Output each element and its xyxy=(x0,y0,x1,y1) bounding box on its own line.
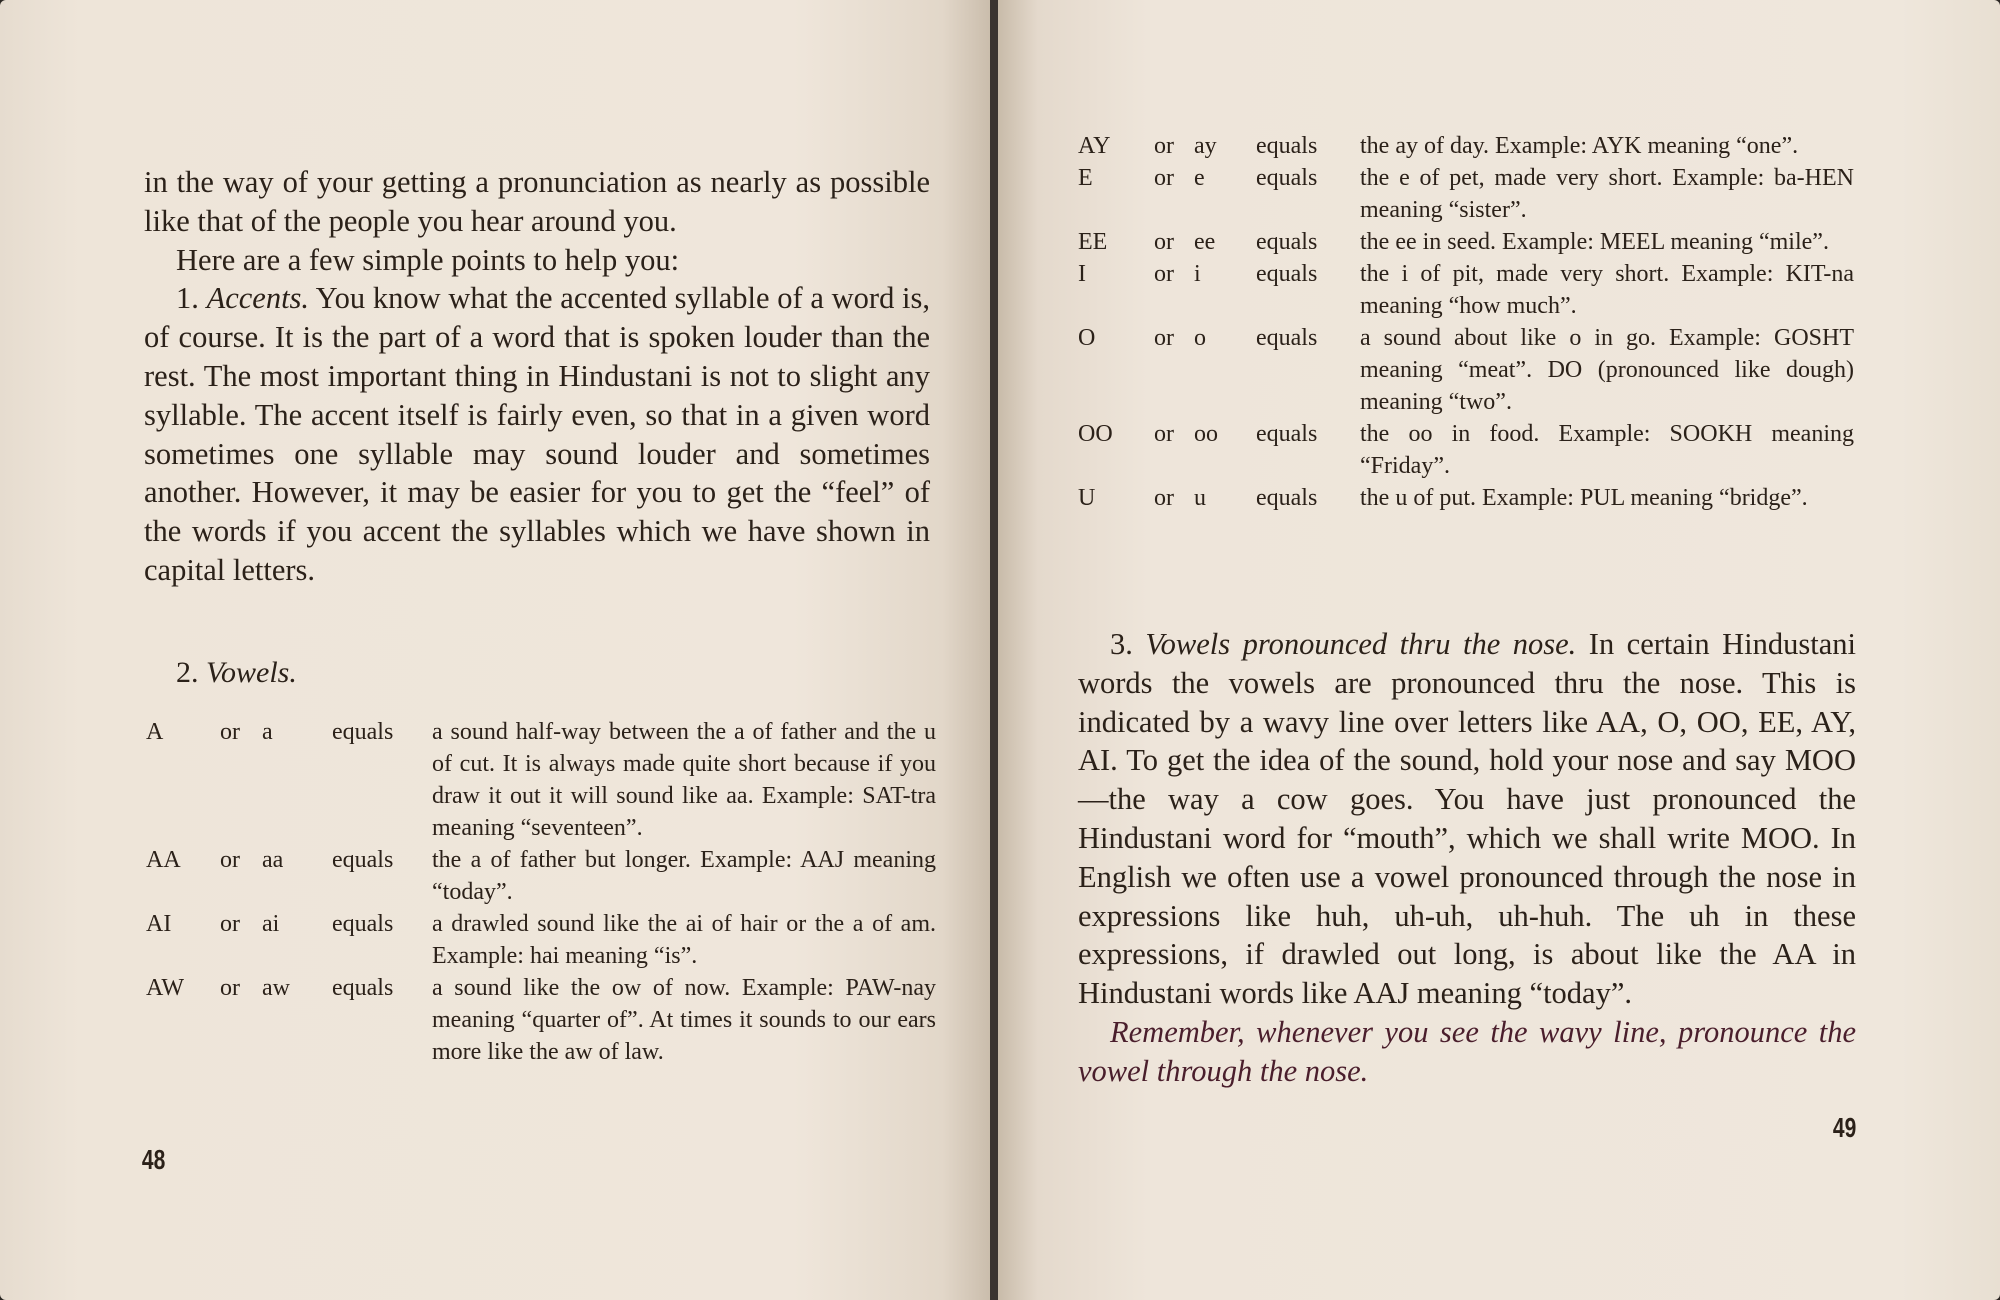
vowel-upper: AI xyxy=(146,911,172,937)
nasal-text: In certain Hindustani words the vowels are pronounced thru the nose. This is indicated by a wavy line over letters like AA, O, OO, EE, AY, AI. To get the idea of the sound, hold your nose and say MOO—the way a cow goes. You have just pronounced the Hindustani word for “mouth”, which we shall write MOO. In English we often use a vowel pronounced through the nose in expressions like huh, uh-uh, uh-huh. The uh in these expressions, if drawled out long, is about like the AA in Hindustani words like AAJ meaning “today”. xyxy=(1078,627,1856,1011)
vowel-row xyxy=(1078,482,1854,514)
vowel-row xyxy=(146,972,936,1068)
vowel-lower: ay xyxy=(1194,133,1217,159)
vowel-row xyxy=(1078,258,1854,322)
vowel-row xyxy=(146,844,936,908)
vowel-lower: o xyxy=(1194,325,1206,351)
accents-paragraph xyxy=(144,279,930,589)
accents-text: You know what the accented syllable of a word is, of course. It is the part of a word that is spoken louder than the rest. The most important thing in Hindustani is not to slight any syllable. The accent itself is fairly even, so that in a given word sometimes one syllable may sound louder and sometimes another. However, it may be easier for you to get the “feel” of the words if you accent the syllables which we have shown in capital letters. xyxy=(144,281,931,587)
vowel-lower: oo xyxy=(1194,421,1218,447)
vowel-definition: the ee in seed. Example: MEEL meaning “mile”. xyxy=(1360,229,1829,255)
nasal-number: 3. xyxy=(1110,627,1133,661)
vowel-lower: ai xyxy=(262,911,280,937)
vowels-section-heading xyxy=(176,656,297,690)
vowel-or: or xyxy=(220,911,240,937)
vowel-or: or xyxy=(220,975,240,1001)
vowel-definition: the ay of day. Example: AYK meaning “one”. xyxy=(1360,133,1799,159)
vowel-upper: E xyxy=(1078,165,1093,191)
vowel-definition: the a of father but longer. Example: AAJ meaning “today”. xyxy=(432,847,936,905)
vowel-lower: aa xyxy=(262,847,284,873)
page-number-left: 48 xyxy=(141,1144,166,1175)
vowel-definition: the oo in food. Example: SOOKH meaning “Friday”. xyxy=(1360,421,1854,479)
vowel-upper: AW xyxy=(146,975,185,1001)
vowel-upper: EE xyxy=(1078,229,1108,255)
vowel-definition: the u of put. Example: PUL meaning “bridge”. xyxy=(1360,485,1808,511)
vowel-equals: equals xyxy=(1256,325,1318,351)
vowel-equals: equals xyxy=(1256,485,1318,511)
right-page xyxy=(998,0,2000,1300)
intro-paragraph: in the way of your getting a pronunciation as nearly as possible like that of the people you hear around you. xyxy=(144,165,930,238)
intro-points-line: Here are a few simple points to help you: xyxy=(176,242,680,277)
vowel-lower: a xyxy=(262,719,273,745)
vowel-equals: equals xyxy=(1256,421,1318,447)
vowel-lower: i xyxy=(1194,261,1201,287)
vowel-equals: equals xyxy=(1256,229,1318,255)
vowel-upper: OO xyxy=(1078,421,1113,447)
accents-number: 1. xyxy=(176,281,199,316)
vowel-row xyxy=(146,908,936,972)
vowel-definition: the e of pet, made very short. Example: ba-HEN meaning “sister”. xyxy=(1360,165,1854,223)
vowel-upper: U xyxy=(1078,485,1096,511)
vowel-upper: O xyxy=(1078,325,1096,351)
reminder-text: Remember, whenever you see the wavy line, pronounce the vowel through the nose. xyxy=(1078,1014,1856,1088)
vowels-heading: Vowels. xyxy=(206,656,297,689)
vowel-definition: a drawled sound like the ai of hair or the a of am. Example: hai meaning “is”. xyxy=(432,911,936,969)
left-text-block xyxy=(144,163,930,590)
left-page xyxy=(0,0,992,1300)
vowel-equals: equals xyxy=(332,911,394,937)
vowel-upper: AA xyxy=(146,847,181,873)
vowels-number: 2. xyxy=(176,656,199,689)
vowel-definition: a sound about like o in go. Example: GOSHT meaning “meat”. DO (pronounced like dough) meaning “two”. xyxy=(1360,325,1854,415)
nasal-reminder xyxy=(1078,1013,1856,1091)
vowel-upper: I xyxy=(1078,261,1086,287)
vowel-or: or xyxy=(1154,229,1174,255)
vowel-or: or xyxy=(1154,261,1174,287)
right-text-block xyxy=(1078,625,1856,1091)
vowel-row xyxy=(1078,226,1854,258)
vowel-upper: A xyxy=(146,719,164,745)
vowel-definition: a sound half-way between the a of father and the u of cut. It is always made quite short because if you draw it out it will sound like aa. Example: SAT-tra meaning “seventeen”. xyxy=(432,719,936,841)
vowel-upper: AY xyxy=(1078,133,1111,159)
vowel-row xyxy=(1078,418,1854,482)
vowel-lower: ee xyxy=(1194,229,1216,255)
vowel-definition: a sound like the ow of now. Example: PAW-nay meaning “quarter of”. At times it sounds to our ears more like the aw of law. xyxy=(432,975,936,1065)
vowel-equals: equals xyxy=(1256,165,1318,191)
vowel-row xyxy=(146,716,936,844)
vowel-row xyxy=(1078,162,1854,226)
vowel-or: or xyxy=(1154,485,1174,511)
vowel-table-left xyxy=(146,716,936,1068)
vowel-equals: equals xyxy=(332,847,394,873)
vowel-or: or xyxy=(1154,325,1174,351)
vowel-or: or xyxy=(220,719,240,745)
vowel-table-right xyxy=(1078,130,1854,514)
vowel-equals: equals xyxy=(332,719,394,745)
vowel-equals: equals xyxy=(1256,261,1318,287)
vowel-lower: aw xyxy=(262,975,290,1001)
vowel-row xyxy=(1078,322,1854,418)
page-number-right: 49 xyxy=(1832,1112,1857,1143)
nasal-heading: Vowels pronounced thru the nose. xyxy=(1145,627,1577,661)
vowel-definition: the i of pit, made very short. Example: KIT-na meaning “how much”. xyxy=(1360,261,1854,319)
vowel-equals: equals xyxy=(332,975,394,1001)
vowel-or: or xyxy=(1154,421,1174,447)
vowel-or: or xyxy=(1154,133,1174,159)
vowel-row xyxy=(1078,130,1854,162)
nasal-paragraph xyxy=(1078,625,1856,1013)
vowel-or: or xyxy=(220,847,240,873)
accents-heading: Accents. xyxy=(206,281,310,316)
vowel-or: or xyxy=(1154,165,1174,191)
vowel-lower: e xyxy=(1194,165,1205,191)
vowel-equals: equals xyxy=(1256,133,1318,159)
vowel-lower: u xyxy=(1194,485,1206,511)
